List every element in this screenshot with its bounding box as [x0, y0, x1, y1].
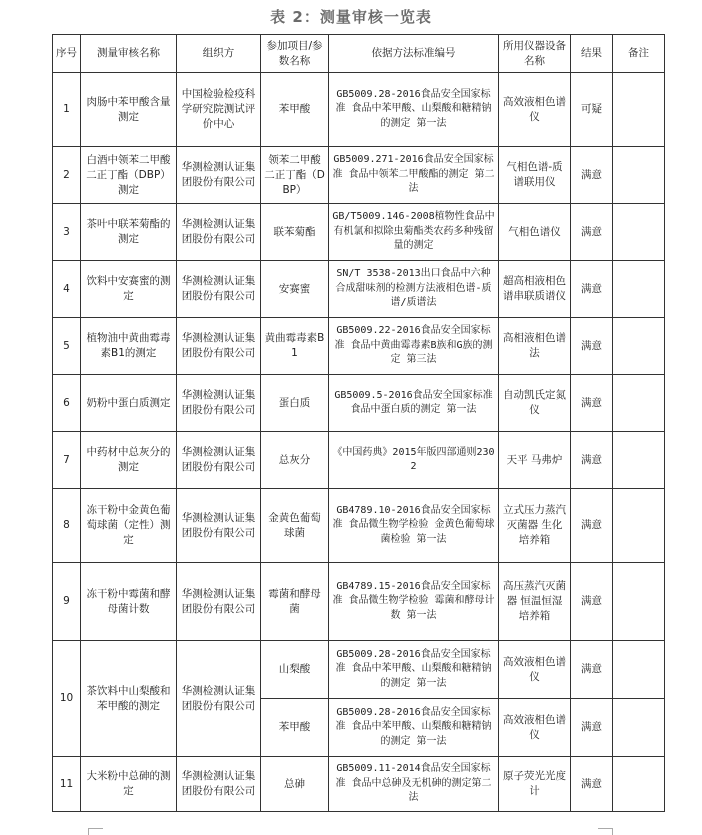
- cell-name: 茶饮料中山梨酸和苯甲酸的测定: [81, 641, 177, 757]
- cell-result: 满意: [571, 563, 613, 641]
- cell-inst: 高相液相色谱法: [499, 318, 571, 375]
- cell-result: 满意: [571, 489, 613, 563]
- cell-org: 中国检验检疫科学研究院测试评价中心: [177, 73, 261, 147]
- cell-inst: 天平 马弗炉: [499, 432, 571, 489]
- table-row: [53, 432, 665, 489]
- cell-no: 4: [53, 261, 81, 318]
- table-row: [53, 641, 665, 699]
- cell-no: 11: [53, 757, 81, 812]
- cell-org: 华测检测认证集团股份有限公司: [177, 204, 261, 261]
- cell-param: 苯甲酸: [261, 699, 329, 757]
- cell-name: 肉肠中苯甲酸含量测定: [81, 73, 177, 147]
- cell-note: [613, 73, 665, 147]
- cell-std: GB5009.271-2016食品安全国家标准 食品中领苯二甲酸酯的测定 第二法: [329, 147, 499, 204]
- cell-std: GB4789.15-2016食品安全国家标准 食品微生物学检验 霉菌和酵母计数 第一法: [329, 563, 499, 641]
- cell-inst: 原子荧光光度计: [499, 757, 571, 812]
- cell-std: GB5009.28-2016食品安全国家标准 食品中苯甲酸、山梨酸和糖精钠的测定 第一法: [329, 699, 499, 757]
- header-result: 结果: [571, 35, 613, 73]
- cell-no: 2: [53, 147, 81, 204]
- cell-no: 6: [53, 375, 81, 432]
- cell-param: 安赛蜜: [261, 261, 329, 318]
- cell-std: GB4789.10-2016食品安全国家标准 食品微生物学检验 金黄色葡萄球菌检验 第一法: [329, 489, 499, 563]
- table-row: [53, 73, 665, 147]
- cell-param: 总砷: [261, 757, 329, 812]
- cell-note: [613, 563, 665, 641]
- cell-param: 总灰分: [261, 432, 329, 489]
- cell-no: 3: [53, 204, 81, 261]
- cell-std: GB5009.11-2014食品安全国家标准 食品中总砷及无机砷的测定第二法: [329, 757, 499, 812]
- table-row: [53, 147, 665, 204]
- cell-result: 满意: [571, 641, 613, 699]
- table-row: [53, 204, 665, 261]
- cell-note: [613, 147, 665, 204]
- cell-note: [613, 318, 665, 375]
- cell-name: 冻干粉中金黄色葡萄球菌（定性）测定: [81, 489, 177, 563]
- table-row: [53, 375, 665, 432]
- page-corner-mark: [598, 828, 613, 835]
- header-note: 备注: [613, 35, 665, 73]
- cell-org: 华测检测认证集团股份有限公司: [177, 432, 261, 489]
- cell-std: GB5009.28-2016食品安全国家标准 食品中苯甲酸、山梨酸和糖精钠的测定 第一法: [329, 641, 499, 699]
- table-row: [53, 318, 665, 375]
- header-row: [53, 35, 665, 73]
- cell-std: GB/T5009.146-2008植物性食品中有机氯和拟除虫菊酯类农药多种残留量的测定: [329, 204, 499, 261]
- cell-name: 大米粉中总砷的测定: [81, 757, 177, 812]
- cell-result: 满意: [571, 757, 613, 812]
- header-name: 测量审核名称: [81, 35, 177, 73]
- cell-org: 华测检测认证集团股份有限公司: [177, 489, 261, 563]
- cell-note: [613, 375, 665, 432]
- cell-result: 满意: [571, 261, 613, 318]
- cell-note: [613, 432, 665, 489]
- cell-org: 华测检测认证集团股份有限公司: [177, 641, 261, 757]
- cell-name: 中药材中总灰分的测定: [81, 432, 177, 489]
- cell-result: 满意: [571, 699, 613, 757]
- cell-param: 蛋白质: [261, 375, 329, 432]
- table-row: [53, 563, 665, 641]
- cell-name: 饮料中安赛蜜的测定: [81, 261, 177, 318]
- cell-name: 植物油中黄曲霉毒素B1的测定: [81, 318, 177, 375]
- cell-inst: 高效液相色谱仪: [499, 641, 571, 699]
- cell-no: 9: [53, 563, 81, 641]
- table-row: [53, 757, 665, 812]
- cell-result: 满意: [571, 432, 613, 489]
- cell-result: 满意: [571, 318, 613, 375]
- table-title: 表 2：测量审核一览表: [270, 8, 432, 26]
- table-row: [53, 261, 665, 318]
- cell-inst: 气相色谱仪: [499, 204, 571, 261]
- cell-note: [613, 699, 665, 757]
- cell-note: [613, 757, 665, 812]
- cell-result: 满意: [571, 147, 613, 204]
- cell-org: 华测检测认证集团股份有限公司: [177, 757, 261, 812]
- cell-name: 茶叶中联苯菊酯的测定: [81, 204, 177, 261]
- cell-std: GB5009.28-2016食品安全国家标准 食品中苯甲酸、山梨酸和糖精钠的测定 第一法: [329, 73, 499, 147]
- cell-std: 《中国药典》2015年版四部通则2302: [329, 432, 499, 489]
- cell-param: 霉菌和酵母菌: [261, 563, 329, 641]
- header-inst: 所用仪器设备名称: [499, 35, 571, 73]
- cell-result: 满意: [571, 375, 613, 432]
- cell-note: [613, 641, 665, 699]
- cell-note: [613, 261, 665, 318]
- cell-param: 黄曲霉毒素B1: [261, 318, 329, 375]
- cell-std: GB5009.22-2016食品安全国家标准 食品中黄曲霉毒素B族和G族的测定 第三法: [329, 318, 499, 375]
- cell-no: 10: [53, 641, 81, 757]
- cell-no: 7: [53, 432, 81, 489]
- cell-param: 领苯二甲酸二正丁酯（DBP）: [261, 147, 329, 204]
- header-param: 参加项目/参数名称: [261, 35, 329, 73]
- cell-org: 华测检测认证集团股份有限公司: [177, 147, 261, 204]
- cell-result: 满意: [571, 204, 613, 261]
- audit-table: [52, 34, 665, 812]
- cell-name: 奶粉中蛋白质测定: [81, 375, 177, 432]
- cell-inst: 超高相液相色谱串联质谱仪: [499, 261, 571, 318]
- page-corner-mark: [88, 828, 103, 835]
- cell-no: 8: [53, 489, 81, 563]
- cell-note: [613, 489, 665, 563]
- cell-inst: 立式压力蒸汽灭菌器 生化培养箱: [499, 489, 571, 563]
- cell-param: 山梨酸: [261, 641, 329, 699]
- cell-org: 华测检测认证集团股份有限公司: [177, 563, 261, 641]
- table-row: [53, 489, 665, 563]
- cell-param: 金黄色葡萄球菌: [261, 489, 329, 563]
- cell-inst: 气相色谱-质谱联用仪: [499, 147, 571, 204]
- cell-org: 华测检测认证集团股份有限公司: [177, 318, 261, 375]
- header-no: 序号: [53, 35, 81, 73]
- cell-inst: 自动凯氏定氮仪: [499, 375, 571, 432]
- cell-inst: 高压蒸汽灭菌器 恒温恒湿培养箱: [499, 563, 571, 641]
- cell-param: 苯甲酸: [261, 73, 329, 147]
- header-org: 组织方: [177, 35, 261, 73]
- cell-no: 5: [53, 318, 81, 375]
- cell-std: SN/T 3538-2013出口食品中六种合成甜味剂的检测方法液相色谱-质谱/质谱法: [329, 261, 499, 318]
- cell-note: [613, 204, 665, 261]
- cell-org: 华测检测认证集团股份有限公司: [177, 375, 261, 432]
- cell-param: 联苯菊酯: [261, 204, 329, 261]
- header-std: 依据方法标准编号: [329, 35, 499, 73]
- cell-std: GB5009.5-2016食品安全国家标准 食品中蛋白质的测定 第一法: [329, 375, 499, 432]
- cell-no: 1: [53, 73, 81, 147]
- cell-inst: 高效液相色谱仪: [499, 699, 571, 757]
- cell-name: 冻干粉中霉菌和酵母菌计数: [81, 563, 177, 641]
- cell-name: 白酒中领苯二甲酸二正丁酯（DBP）测定: [81, 147, 177, 204]
- cell-inst: 高效液相色谱仪: [499, 73, 571, 147]
- cell-org: 华测检测认证集团股份有限公司: [177, 261, 261, 318]
- cell-result: 可疑: [571, 73, 613, 147]
